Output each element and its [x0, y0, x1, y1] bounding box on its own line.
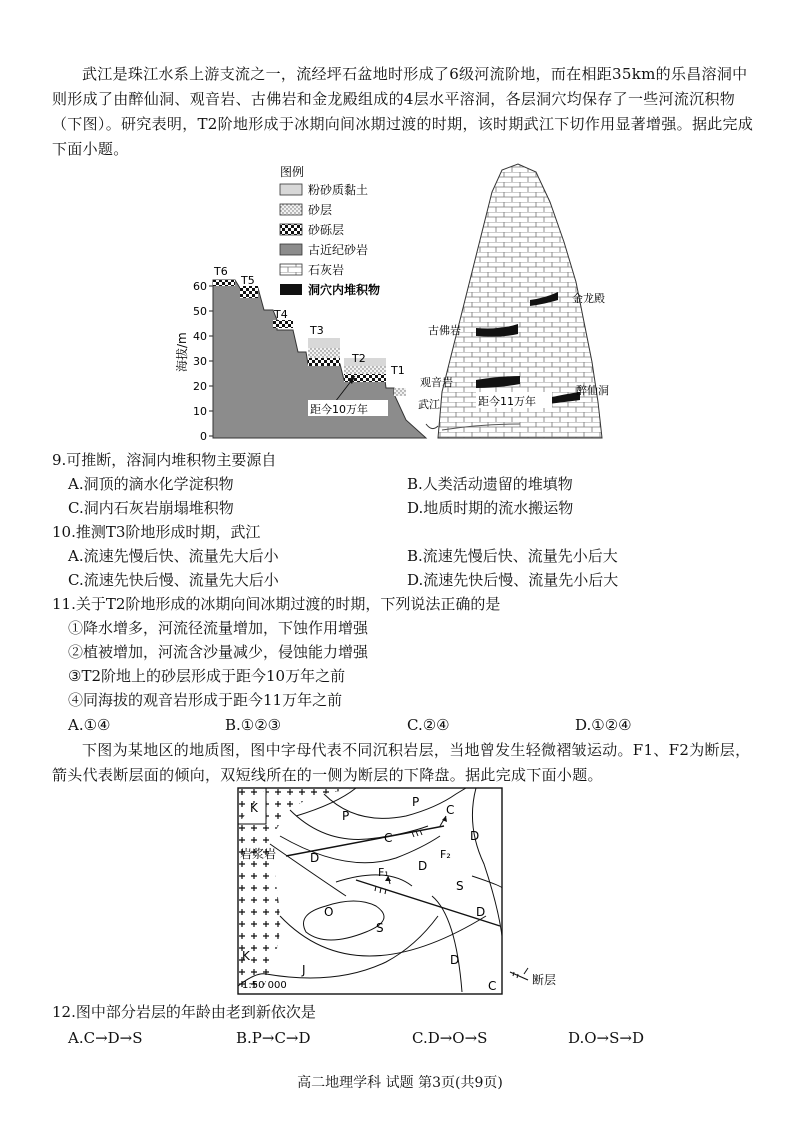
q11-stem: 11.关于T2阶地形成的冰期向间冰期过渡的时期，下列说法正确的是	[52, 595, 501, 613]
q12-option-a[interactable]: A.C→D→S	[68, 1029, 143, 1047]
q9-option-a[interactable]: A.洞顶的滴水化学淀积物	[68, 475, 234, 493]
intro-paragraph-1: 武江是珠江水系上游支流之一，流经坪石盆地时形成了6级河流阶地，而在相距35km的乐昌溶洞中则形成了由醉仙洞、观音岩、古佛岩和金龙殿组成的4层水平溶洞，各层洞穴均保存了一些河流沉积物（下图）。研究表明，T2阶地形成于冰期向间冰期过渡的时期，该时期武江下切作用显著增强。据此完成下面小题。	[52, 65, 754, 158]
legend-silty-clay: 粉砂质黏土	[308, 183, 369, 197]
q12-option-b[interactable]: B.P→C→D	[236, 1029, 311, 1047]
legend-sand: 砂层	[308, 203, 333, 217]
svg-text:60: 60	[193, 280, 207, 293]
q10-option-a[interactable]: A.流速先慢后快、流量先大后小	[68, 547, 279, 565]
svg-text:30: 30	[193, 355, 207, 368]
page-footer: 高二地理学科 试题 第3页(共9页)	[297, 1075, 503, 1091]
svg-text:20: 20	[193, 380, 207, 393]
q11-option-a[interactable]: A.①④	[68, 716, 111, 734]
q11-statement-4: ④同海拔的观音岩形成于距今11万年之前	[68, 691, 343, 709]
q12-option-c[interactable]: C.D→O→S	[412, 1029, 488, 1047]
q11-statement-1: ①降水增多，河流径流量增加，下蚀作用增强	[68, 619, 369, 637]
legend-title: 图例	[280, 165, 305, 179]
fault-f1-label: F₁	[378, 866, 389, 879]
q11-option-c[interactable]: C.②④	[407, 716, 450, 734]
q9-option-d[interactable]: D.地质时期的流水搬运物	[407, 499, 574, 517]
svg-text:0: 0	[200, 430, 207, 443]
layer-d-5: D	[450, 953, 460, 967]
layer-c-2: C	[446, 803, 455, 817]
layer-s-1: S	[456, 879, 464, 893]
cave-guanyinyan: 观音岩	[420, 376, 453, 389]
magma-label: 岩浆岩	[240, 847, 277, 861]
layer-d-4: D	[476, 905, 486, 919]
q12-option-d[interactable]: D.O→S→D	[568, 1029, 644, 1047]
magma-body-left	[238, 844, 280, 992]
legend-gravel: 砂砾层	[308, 223, 345, 237]
legend	[280, 182, 380, 297]
layer-p-1: P	[342, 809, 350, 823]
q11-statement-3: ③T2阶地上的砂层形成于距今10万年之前	[68, 667, 346, 685]
terrace-t4: T4	[274, 308, 288, 321]
q10-option-d[interactable]: D.流速先快后慢、流量先小后大	[407, 571, 619, 589]
q10-option-c[interactable]: C.流速先快后慢、流量先大后小	[68, 571, 279, 589]
cave-zuixiandong: 醉仙洞	[576, 384, 609, 397]
q11-statement-2: ②植被增加，河流含沙量减少，侵蚀能力增强	[68, 643, 369, 661]
terrace-t5: T5	[241, 274, 255, 287]
scale-label: 1:50 000	[242, 980, 287, 991]
layer-c-3: C	[488, 979, 497, 993]
layer-d-2: D	[418, 859, 428, 873]
cave-gufoyan: 古佛岩	[428, 324, 461, 337]
layer-o: O	[324, 905, 334, 919]
fault-f2-label: F₂	[440, 848, 451, 861]
q9-option-c[interactable]: C.洞内石灰岩崩塌堆积物	[68, 499, 234, 517]
age-label-right: 距今11万年	[478, 395, 536, 408]
layer-s-2: S	[376, 921, 384, 935]
q12-stem: 12.图中部分岩层的年龄由老到新依次是	[52, 1003, 316, 1021]
layer-j: J	[302, 963, 306, 977]
svg-text:40: 40	[193, 330, 207, 343]
legend-cave-deposit: 洞穴内堆积物	[308, 283, 381, 297]
svg-text:10: 10	[193, 405, 207, 418]
q11-option-b[interactable]: B.①②③	[225, 716, 282, 734]
q9-option-b[interactable]: B.人类活动遗留的堆填物	[407, 475, 573, 493]
terrace-t1: T1	[391, 364, 405, 377]
terrace-t3: T3	[310, 324, 324, 337]
fault-legend	[510, 968, 556, 987]
layer-labels	[242, 795, 496, 993]
geologic-map	[236, 786, 576, 998]
layer-p-2: P	[412, 795, 420, 809]
fault-legend-label: 断层	[532, 973, 557, 987]
q10-option-b[interactable]: B.流速先慢后快、流量先小后大	[407, 547, 618, 565]
q11-option-d[interactable]: D.①②④	[575, 716, 632, 734]
legend-sandstone: 古近纪砂岩	[308, 243, 369, 257]
terrace-cave-figure	[175, 162, 620, 450]
y-axis-label: 海拔/m	[175, 332, 189, 372]
layer-c-1: C	[384, 831, 393, 845]
intro-paragraph-2: 下图为某地区的地质图，图中字母代表不同沉积岩层，当地曾发生轻微褶皱运动。F1、F2为断层，箭头代表断层面的倾向，双短线所在的一侧为断层的下降盘。据此完成下面小题。	[52, 741, 751, 784]
svg-text:50: 50	[193, 305, 207, 318]
layer-d-1: D	[310, 851, 320, 865]
terrace-t2: T2	[352, 352, 366, 365]
q9-stem: 9.可推断，溶洞内堆积物主要源自	[52, 451, 277, 469]
terrace-t6: T6	[214, 265, 228, 278]
q10-stem: 10.推测T3阶地形成时期，武江	[52, 523, 261, 541]
layer-d-3: D	[470, 829, 480, 843]
layer-k-top: K	[250, 801, 258, 815]
layer-k-bottom: K	[242, 949, 250, 963]
legend-limestone: 石灰岩	[308, 263, 345, 277]
age-label-left: 距今10万年	[310, 403, 368, 416]
y-ticks	[193, 280, 213, 443]
river-label: 武江	[418, 398, 440, 411]
cave-jinlongdian: 金龙殿	[572, 292, 605, 305]
